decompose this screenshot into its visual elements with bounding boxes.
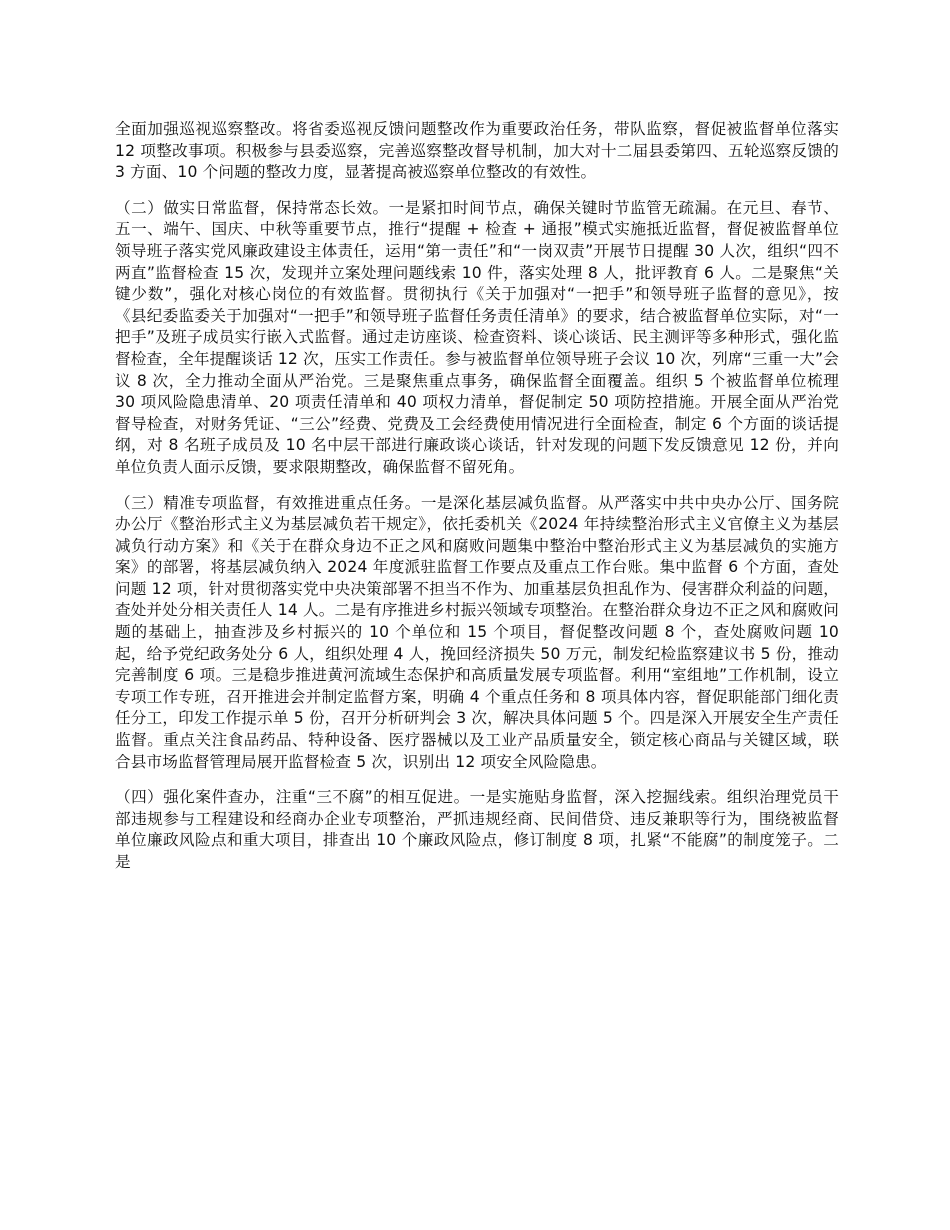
paragraph-special-supervision: （三）精准专项监督，有效推进重点任务。一是深化基层减负监督。从严落实中共中央办公厅、国务院办公厅《整治形式主义为基层减负若干规定》，依托委机关《2024 年持续整治形式主义官僚主义为基层减负行动方案》和《关于在群众身边不正之风和腐败问题集中整治中整治形式主义为基层减负的实施方案》的部署，将基层减负纳入 2024 年度派驻监督工作要点及重点工作台账。集中监督 6 个方面，查处问题 12 项，针对贯彻落实党中央决策部署不担当不作为、加重基层负担乱作为、侵害群众利益的问题，查处并处分相关责任人 14 人。二是有序推进乡村振兴领域专项整治。在整治群众身边不正之风和腐败问题的基础上，抽查涉及乡村振兴的 10 个单位和 15 个项目，督促整改问题 8 个，查处腐败问题 10 起，给予党纪政务处分 6 人，组织处理 4 人，挽回经济损失 50 万元，制发纪检监察建议书 5 份，推动完善制度 6 项。三是稳步推进黄河流域生态保护和高质量发展专项监督。利用“室组地”工作机制，设立专项工作专班，召开推进会并制定监督方案，明确 4 个重点任务和 8 项具体内容，督促职能部门细化责任分工，印发工作提示单 5 份，召开分析研判会 3 次，解决具体问题 5 个。四是深入开展安全生产责任监督。重点关注食品药品、特种设备、医疗器械以及工业产品质量安全，锁定核心商品与关键区域，联合县市场监督管理局展开监督检查 5 次，识别出 12 项安全风险隐患。 <box>115 493 839 771</box>
document-body <box>115 119 839 888</box>
paragraph-case-investigation: （四）强化案件查办，注重“三不腐”的相互促进。一是实施贴身监督，深入挖掘线索。组织治理党员干部违规参与工程建设和经商办企业专项整治，严抓违规经商、民间借贷、违反兼职等行为，围绕被监督单位廉政风险点和重大项目，排查出 10 个廉政风险点，修订制度 8 项，扎紧“不能腐”的制度笼子。二是 <box>115 788 839 871</box>
paragraph-inspection-rectification: 全面加强巡视巡察整改。将省委巡视反馈问题整改作为重要政治任务，带队监察，督促被监督单位落实 12 项整改事项。积极参与县委巡察，完善巡察整改督导机制，加大对十二届县委第四、五轮巡察反馈的 3 方面、10 个问题的整改力度，显著提高被巡察单位整改的有效性。 <box>115 120 839 182</box>
paragraph-daily-supervision: （二）做实日常监督，保持常态长效。一是紧扣时间节点，确保关键时节监管无疏漏。在元旦、春节、五一、端午、国庆、中秋等重要节点，推行“提醒 + 检查 + 通报”模式实施抵近监督，督促被监督单位领导班子落实党风廉政建设主体责任，运用“第一责任”和“一岗双责”开展节日提醒 30 人次，组织“四不两直”监督检查 15 次，发现并立案处理问题线索 10 件，落实处理 8 人，批评教育 6 人。二是聚焦“关键少数”，强化对核心岗位的有效监督。贯彻执行《关于加强对“一把手”和领导班子监督的意见》，按《县纪委监委关于加强对“一把手”和领导班子监督任务责任清单》的要求，结合被监督单位实际，对“一把手”及班子成员实行嵌入式监督。通过走访座谈、检查资料、谈心谈话、民主测评等多种形式，强化监督检查，全年提醒谈话 12 次，压实工作责任。参与被监督单位领导班子会议 10 次，列席“三重一大”会议 8 次，全力推动全面从严治党。三是聚焦重点事务，确保监督全面覆盖。组织 5 个被监督单位梳理 30 项风险隐患清单、20 项责任清单和 40 项权力清单，督促制定 50 项防控措施。开展全面从严治党督导检查，对财务凭证、“三公”经费、党费及工会经费使用情况进行全面检查，制定 6 个方面的谈话提纲，对 8 名班子成员及 10 名中层干部进行廉政谈心谈话，针对发现的问题下发反馈意见 12 份，并向单位负责人面示反馈，要求限期整改，确保监督不留死角。 <box>115 198 839 476</box>
